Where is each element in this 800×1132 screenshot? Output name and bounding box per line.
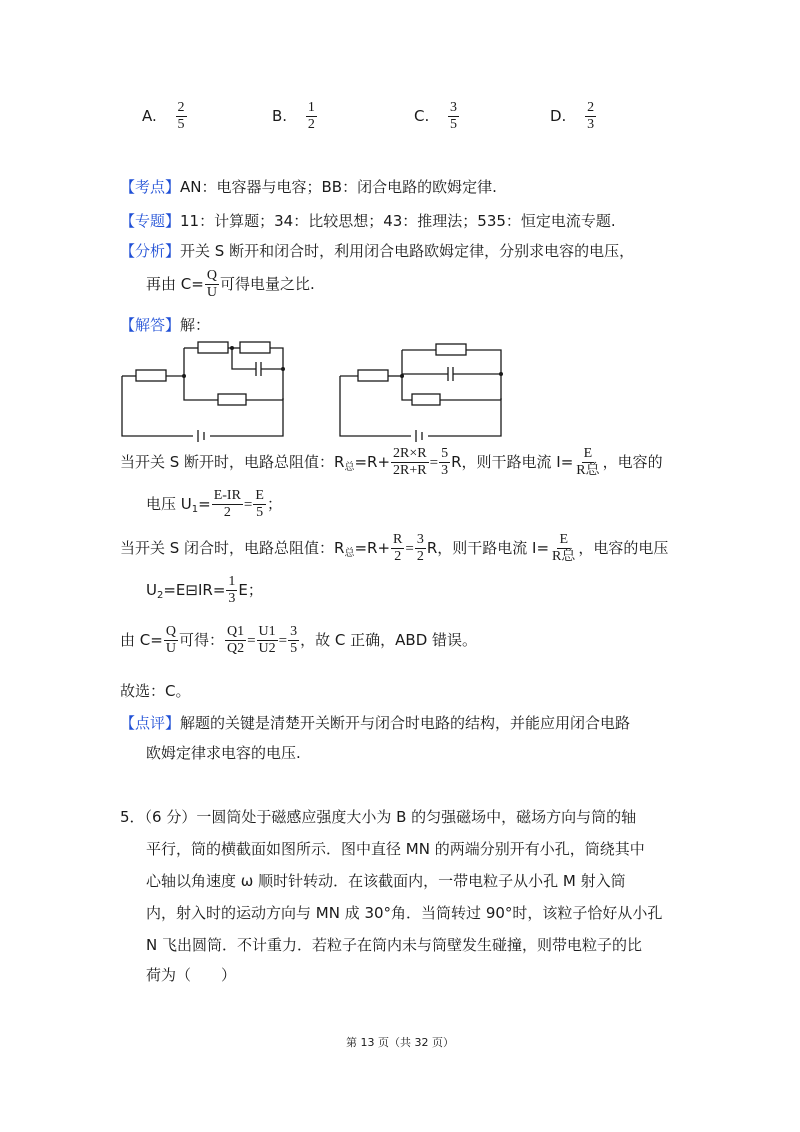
- fenxi-text: 开关 S 断开和闭合时，利用闭合电路欧姆定律，分别求电容的电压，: [180, 242, 635, 260]
- option-d: D. $\frac{2}{3}$: [550, 100, 595, 132]
- q5-line2: 平行，筒的横截面如图所示．图中直径 MN 的两端分别开有小孔，筒绕其中: [146, 840, 645, 858]
- fenxi-line: [120, 240, 634, 261]
- zhuanti-line: [120, 210, 616, 231]
- fenxi-line2: 再由 C= $\frac{Q}{U}$ 可得电量之比.: [146, 268, 315, 300]
- closed-line2: $U_2=E⊟IR=$ $\frac{1}{3}$ E；: [146, 574, 263, 606]
- kaodian-tag: 【考点】: [120, 178, 181, 196]
- zhuanti-tag: 【专题】: [120, 212, 181, 230]
- option-a: A. $\frac{2}{5}$: [142, 100, 185, 132]
- open-line2: 电压 $U_1=$ $\frac{E-IR}{2}$ = $\frac{E}{5}$ ；: [146, 488, 282, 520]
- jieda-tag: 【解答】: [120, 316, 181, 334]
- dianping-tag: 【点评】: [120, 714, 181, 732]
- open-line1: 当开关 S 断开时，电路总阻值：$R_总=R+$ $\frac{2R\times R}{2R+R}$ = $\frac{5}{3}$ R，则干路电流 I= $\frac{E}{\text{R总}}$ ，电容的: [120, 446, 663, 478]
- ratio-line: 由 C= $\frac{Q}{U}$ 可得： $\frac{Q1}{Q2}$ = $\frac{U1}{U2}$ = $\frac{3}{5}$ ，故 C 正确，ABD 错误。: [120, 624, 478, 656]
- answer-line: 故选：C。: [120, 682, 191, 700]
- circuit-closed: [336, 336, 516, 442]
- jieda-line: 【解答】解：: [120, 316, 211, 334]
- q5-line6: 荷为（ ）: [146, 966, 237, 984]
- page-footer: 第 13 页（共 32 页）: [346, 1036, 454, 1049]
- fenxi-tag: 【分析】: [120, 242, 181, 260]
- q5-line3: 心轴以角速度 ω 顺时针转动．在该截面内，一带电粒子从小孔 M 射入筒: [146, 872, 626, 890]
- option-b: B. $\frac{1}{2}$: [272, 100, 315, 132]
- kaodian-line: [120, 176, 497, 197]
- zhuanti-text: 11：计算题；34：比较思想；43：推理法；535：恒定电流专题.: [180, 212, 616, 230]
- closed-line1: 当开关 S 闭合时，电路总阻值：$R_总=R+$ $\frac{R}{2}$ = $\frac{3}{2}$ R，则干路电流 I= $\frac{E}{\text{R总}}$ ，电容的电压: [120, 532, 669, 564]
- kaodian-text: AN：电容器与电容；BB：闭合电路的欧姆定律.: [180, 178, 497, 196]
- q5-line5: N 飞出圆筒．不计重力．若粒子在筒内未与筒壁发生碰撞，则带电粒子的比: [146, 936, 642, 954]
- q5-line4: 内，射入时的运动方向与 MN 成 30°角．当筒转过 90°时，该粒子恰好从小孔: [146, 904, 663, 922]
- dianping-line2: 欧姆定律求电容的电压.: [146, 744, 301, 762]
- dianping-line: 【点评】解题的关键是清楚开关断开与闭合时电路的结构，并能应用闭合电路: [120, 714, 631, 732]
- circuit-open: [118, 336, 298, 442]
- option-c: C. $\frac{3}{5}$: [414, 100, 458, 132]
- q5-line1: 5．（6 分）一圆筒处于磁感应强度大小为 B 的匀强磁场中，磁场方向与筒的轴: [120, 808, 637, 826]
